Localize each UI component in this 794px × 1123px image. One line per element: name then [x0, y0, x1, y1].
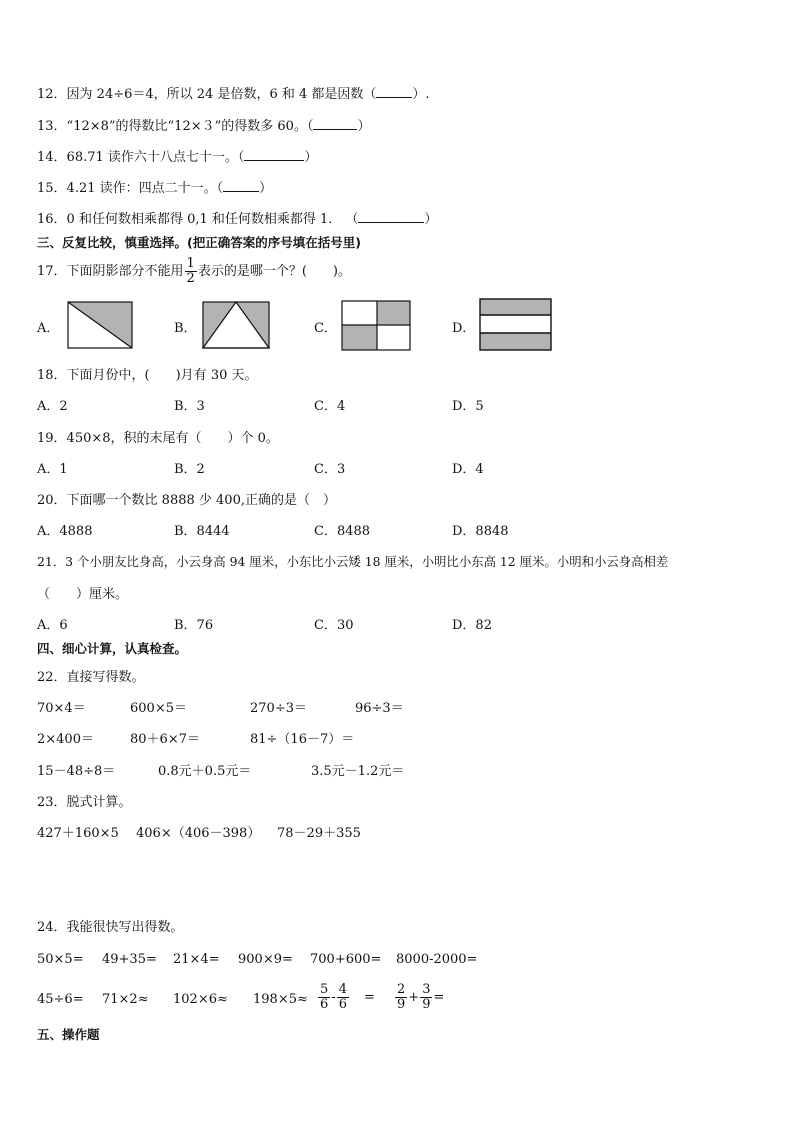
answer-blank[interactable]	[223, 179, 259, 192]
calc-item: 70×4＝	[37, 701, 86, 716]
option-b-figure[interactable]	[202, 301, 270, 349]
calc-item: 600×5＝	[130, 701, 187, 716]
question-15: 15．4.21 读作：四点二十一。（ ）	[37, 181, 273, 196]
question-20: 20．下面哪一个数比 8888 少 400,正确的是（ ）	[37, 493, 336, 508]
calc-item: 81÷（16－7）＝	[250, 732, 355, 747]
option-b[interactable]: B．76	[174, 618, 214, 633]
option-a[interactable]: A．4888	[37, 524, 93, 539]
option-d[interactable]: D．82	[452, 618, 492, 633]
calc-item: 3.5元－1.2元＝	[311, 764, 405, 779]
option-d[interactable]: D．5	[452, 399, 484, 414]
option-c-label[interactable]: C．	[314, 321, 337, 336]
option-c-figure[interactable]	[341, 300, 411, 351]
answer-blank[interactable]	[376, 85, 412, 98]
shaded-quarter-top-right	[377, 301, 410, 325]
fraction-one-half: $\frac{1}{2}$	[186, 256, 195, 286]
option-d[interactable]: D．4	[452, 462, 484, 477]
calc-item: 270÷3＝	[250, 701, 307, 716]
calc-item: 700+600=	[310, 952, 382, 967]
question-17: 17．下面阴影部分不能用 $\frac{1}{2}$ 表示的是哪一个？( )。	[37, 256, 351, 286]
question-19: 19．450×8，积的末尾有（ ）个 0。	[37, 431, 279, 446]
calc-item: 8000-2000=	[396, 952, 478, 967]
option-c[interactable]: C．8488	[314, 524, 371, 539]
calc-item: 900×9=	[238, 952, 293, 967]
shaded-quarter-bottom-left	[342, 325, 377, 350]
question-24-title: 24．我能很快写出得数。	[37, 920, 184, 935]
question-23-title: 23．脱式计算。	[37, 795, 132, 810]
calc-item: 96÷3＝	[355, 701, 404, 716]
calc-item: 102×6≈	[173, 992, 228, 1007]
shaded-band-bottom	[480, 333, 551, 350]
question-21-line-2: （ ）厘米。	[37, 587, 129, 602]
fraction: $\frac{5}{6}$	[320, 982, 329, 1012]
option-d[interactable]: D．8848	[452, 524, 509, 539]
section-5-heading: 五、操作题	[37, 1027, 100, 1042]
calc-item: 427＋160×5	[37, 826, 119, 841]
answer-blank[interactable]	[244, 148, 304, 161]
calc-item: 406×（406－398）	[136, 826, 261, 841]
option-a[interactable]: A．1	[37, 462, 68, 477]
option-a[interactable]: A．6	[37, 618, 68, 633]
calc-item: 45÷6=	[37, 992, 84, 1007]
option-d-figure[interactable]	[479, 298, 552, 351]
fraction-expression-2: $\frac{2}{9}$ + $\frac{3}{9}$ =	[397, 982, 445, 1012]
section-3-heading: 三、反复比较，慎重选择。(把正确答案的序号填在括号里)	[37, 235, 361, 250]
question-13: 13．“12×8”的得数比“12×３”的得数多 60。（ ）	[37, 119, 371, 134]
option-a-figure[interactable]	[67, 301, 133, 349]
fraction: $\frac{4}{6}$	[338, 982, 347, 1012]
calc-item: 0.8元＋0.5元＝	[158, 764, 252, 779]
option-b[interactable]: B．8444	[174, 524, 230, 539]
calc-item: 78－29＋355	[277, 826, 361, 841]
question-22-title: 22．直接写得数。	[37, 670, 145, 685]
question-16: 16．0 和任何数相乘都得 0,1 和任何数相乘都得 1． （ ）	[37, 212, 438, 227]
option-b[interactable]: B．2	[174, 462, 205, 477]
calc-item: 198×5≈	[253, 992, 308, 1007]
option-c[interactable]: C．4	[314, 399, 346, 414]
section-4-heading: 四、细心计算，认真检查。	[37, 641, 188, 656]
fraction: $\frac{3}{9}$	[422, 982, 431, 1012]
question-14: 14．68.71 读作六十八点七十一。（ ）	[37, 150, 318, 165]
option-c[interactable]: C．3	[314, 462, 346, 477]
option-d-label[interactable]: D．	[452, 321, 476, 336]
option-c[interactable]: C．30	[314, 618, 354, 633]
option-a[interactable]: A．2	[37, 399, 68, 414]
question-21-line-1: 21．3 个小朋友比身高，小云身高 94 厘米，小东比小云矮 18 厘米，小明比小东高 12 厘米。小明和小云身高相差	[37, 554, 669, 569]
option-a-label[interactable]: A．	[37, 321, 60, 336]
calc-item: 2×400＝	[37, 732, 94, 747]
fraction: $\frac{2}{9}$	[397, 982, 406, 1012]
shaded-band-top	[480, 299, 551, 315]
calc-item: 49+35=	[102, 952, 157, 967]
calc-item: 71×2≈	[102, 992, 149, 1007]
calc-item: 80＋6×7＝	[130, 732, 200, 747]
answer-blank[interactable]	[358, 210, 424, 223]
answer-blank[interactable]	[313, 117, 357, 130]
option-b[interactable]: B．3	[174, 399, 205, 414]
calc-item: 21×4=	[173, 952, 220, 967]
option-b-label[interactable]: B．	[174, 321, 197, 336]
calc-item: 15－48÷8＝	[37, 764, 116, 779]
question-18: 18．下面月份中，( )月有 30 天。	[37, 368, 258, 383]
question-12: 12．因为 24÷6＝4，所以 24 是倍数，6 和 4 都是因数（ ）.	[37, 87, 430, 102]
calc-item: 50×5=	[37, 952, 84, 967]
fraction-expression-1: $\frac{5}{6}$ - $\frac{4}{6}$ =	[320, 982, 375, 1012]
